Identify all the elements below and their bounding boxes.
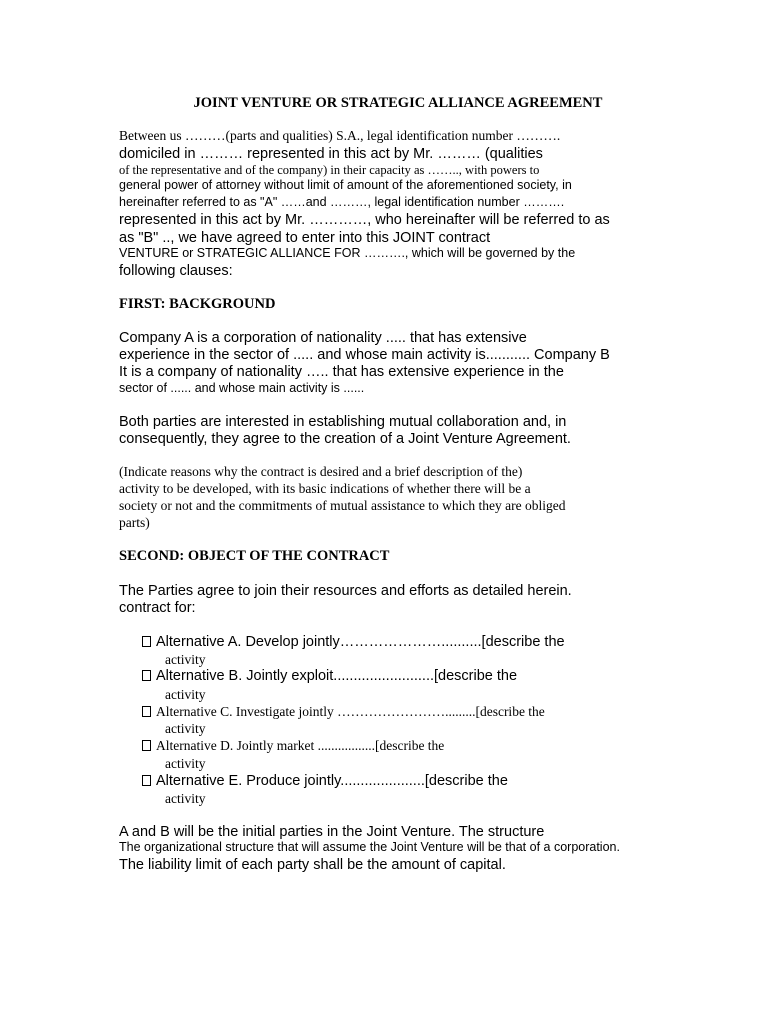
alternative-continuation: activity bbox=[165, 652, 206, 667]
alternative-continuation: activity bbox=[165, 756, 206, 771]
background-line: Both parties are interested in establishing mutual collaboration and, in bbox=[119, 414, 567, 430]
object-line: The liability limit of each party shall be the amount of capital. bbox=[119, 857, 506, 873]
checkbox-icon bbox=[142, 636, 151, 647]
background-note-line: (Indicate reasons why the contract is desired and a brief description of the) bbox=[119, 464, 523, 479]
checkbox-icon bbox=[142, 775, 151, 786]
intro-line: of the representative and of the company) in their capacity as …….., with powers to bbox=[119, 163, 540, 177]
intro-line: VENTURE or STRATEGIC ALLIANCE FOR ………., which will be governed by the bbox=[119, 246, 576, 260]
alternative-text: Alternative E. Produce jointly.....................[describe the bbox=[156, 773, 508, 789]
background-line: Company A is a corporation of nationality ..... that has extensive bbox=[119, 330, 527, 346]
alternative-continuation: activity bbox=[165, 791, 206, 806]
intro-line: domiciled in ……… represented in this act by Mr. ……… (qualities bbox=[119, 146, 543, 162]
object-line: The organizational structure that will assume the Joint Venture will be that of a corporation. bbox=[119, 840, 620, 854]
checkbox-icon bbox=[142, 670, 151, 681]
alternative-item bbox=[142, 774, 508, 789]
section-heading-object: SECOND: OBJECT OF THE CONTRACT bbox=[119, 548, 390, 564]
alternative-item bbox=[142, 705, 545, 719]
background-line: It is a company of nationality ….. that has extensive experience in the bbox=[119, 364, 564, 380]
alternative-item bbox=[142, 635, 565, 650]
section-heading-background: FIRST: BACKGROUND bbox=[119, 296, 276, 312]
intro-line: Between us ………(parts and qualities) S.A., legal identification number ………. bbox=[119, 128, 561, 143]
alternative-text: Alternative B. Jointly exploit.........................[describe the bbox=[156, 668, 518, 684]
alternative-item bbox=[142, 669, 517, 684]
alternative-text: Alternative A. Develop jointly…………………..........[describe the bbox=[156, 634, 565, 650]
alternative-continuation: activity bbox=[165, 721, 206, 736]
background-note-line: society or not and the commitments of mutual assistance to which they are obliged bbox=[119, 498, 566, 513]
intro-line: as "B" .., we have agreed to enter into this JOINT contract bbox=[119, 230, 491, 246]
object-line: A and B will be the initial parties in the Joint Venture. The structure bbox=[119, 824, 545, 840]
background-line: experience in the sector of ..... and whose main activity is........... Company B bbox=[119, 347, 610, 363]
background-line: consequently, they agree to the creation of a Joint Venture Agreement. bbox=[119, 431, 571, 447]
intro-line: hereinafter referred to as "A" ……and ………, legal identification number ………. bbox=[119, 195, 565, 209]
object-line: The Parties agree to join their resources and efforts as detailed herein. bbox=[119, 583, 572, 599]
intro-line: represented in this act by Mr. …………, who hereinafter will be referred to as bbox=[119, 212, 610, 228]
background-line: sector of ...... and whose main activity is ...... bbox=[119, 381, 365, 395]
checkbox-icon bbox=[142, 740, 151, 751]
alternative-text: Alternative D. Jointly market .................[describe the bbox=[156, 738, 445, 753]
alternative-continuation: activity bbox=[165, 687, 206, 702]
alternative-item bbox=[142, 739, 444, 753]
document-title: JOINT VENTURE OR STRATEGIC ALLIANCE AGREEMENT bbox=[193, 95, 603, 111]
intro-line: general power of attorney without limit of amount of the aforementioned society, in bbox=[119, 178, 572, 192]
background-note-line: parts) bbox=[119, 515, 150, 530]
intro-line: following clauses: bbox=[119, 263, 233, 279]
background-note-line: activity to be developed, with its basic indications of whether there will be a bbox=[119, 481, 531, 496]
checkbox-icon bbox=[142, 706, 151, 717]
object-line: contract for: bbox=[119, 600, 196, 616]
alternative-text: Alternative C. Investigate jointly …………………….........[describe the bbox=[156, 704, 545, 719]
